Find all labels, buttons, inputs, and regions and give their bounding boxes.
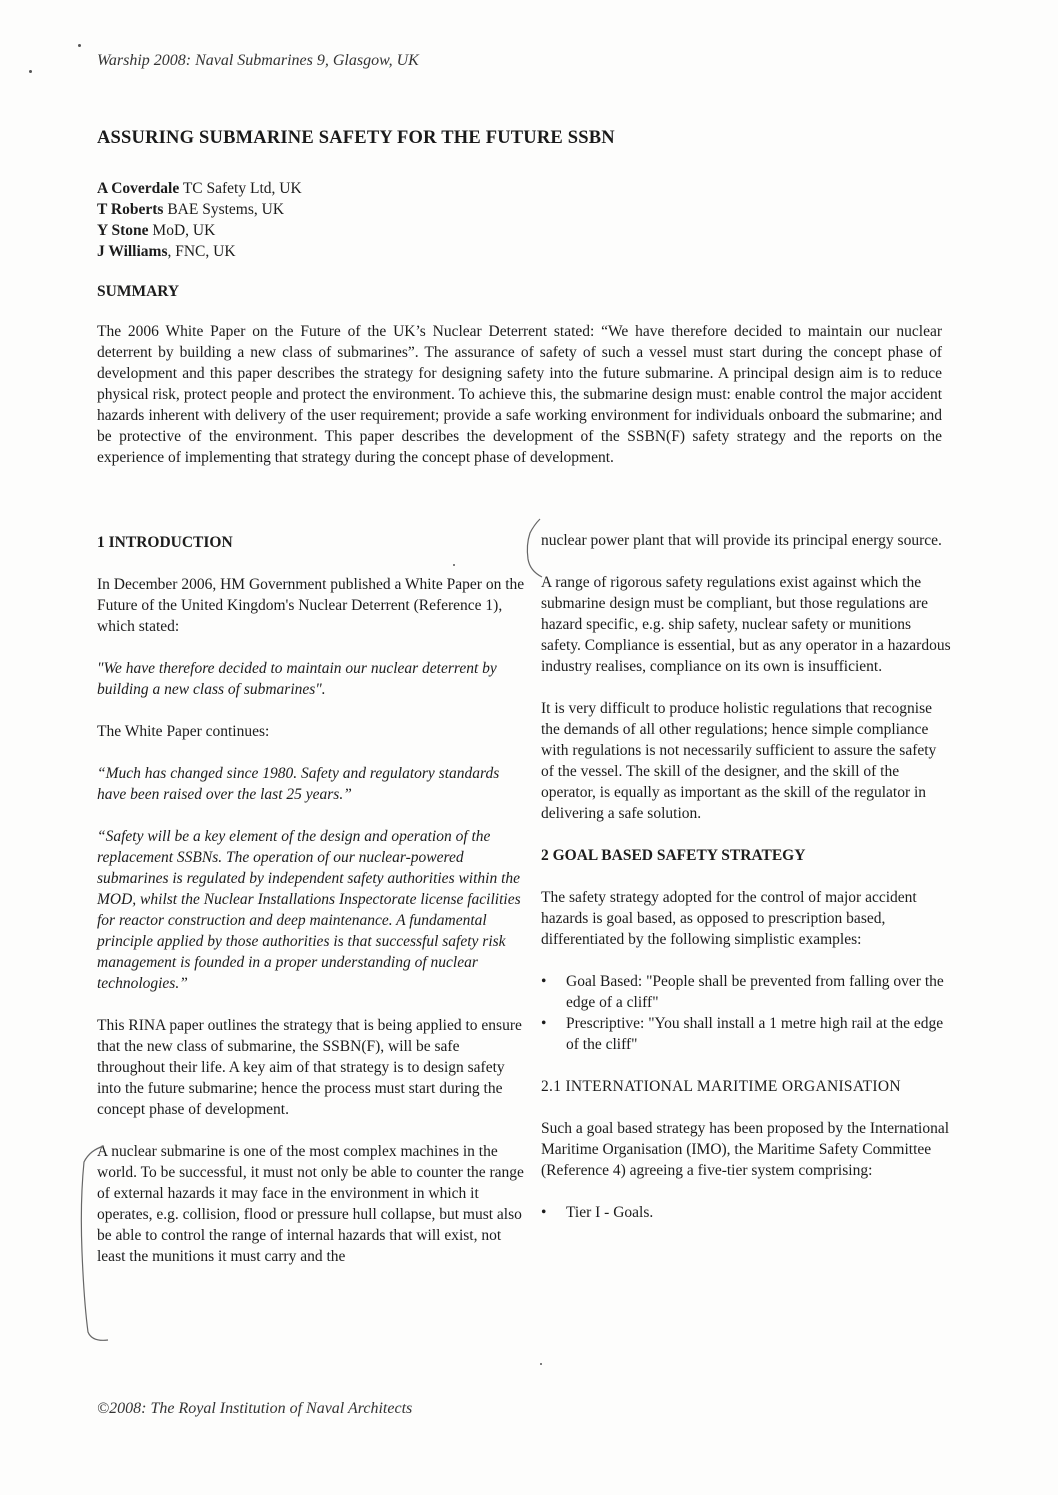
body-paragraph: The White Paper continues: <box>97 723 270 740</box>
body-paragraph: A nuclear submarine is one of the most complex machines in the world. To be successful, it must not only be able to counter the range of external hazards it may face in the environment in which it operates, e.g. collision, flood or pressure hull collapse, but must also be able to control the range of internal hazards that will exist, not least the munitions it must carry and the <box>97 1143 524 1265</box>
left-column <box>97 532 529 1288</box>
author-entry <box>97 241 302 262</box>
section-heading-goal-based-safety: 2 GOAL BASED SAFETY STRATEGY <box>541 847 806 864</box>
author-affiliation: BAE Systems, UK <box>163 201 285 218</box>
body-paragraph: A range of rigorous safety regulations exist against which the submarine design must be compliant, but those regulations are hazard specific, e.g. ship safety, nuclear safety or munitions safety. Compliance is essential, but as any operator in a hazardous industry realises, compliance on its own is insufficient. <box>541 574 951 675</box>
quotation: “Safety will be a key element of the design and operation of the replacement SSBNs. The operation of our nuclear-powered submarines is regulated by independent safety authorities within the MOD, whilst the Nuclear Installations Inspectorate license facilities for reactor construction and deep maintenance. A fundamental principle applied by those authorities is that successful safety risk management is founded in a proper understanding of nuclear technologies.” <box>97 828 521 992</box>
author-name: Y Stone <box>97 222 149 239</box>
author-affiliation: MoD, UK <box>148 222 216 239</box>
quotation: “Much has changed since 1980. Safety and regulatory standards have been raised over the last 25 years.” <box>97 765 500 803</box>
author-list <box>97 178 302 262</box>
author-entry <box>97 178 302 199</box>
author-entry <box>97 220 302 241</box>
author-name: T Roberts <box>97 201 164 218</box>
scan-speck <box>453 564 455 566</box>
scan-speck <box>29 70 32 73</box>
bullet-item: • Tier I - Goals. <box>541 1202 951 1223</box>
author-affiliation: TC Safety Ltd, UK <box>179 180 302 197</box>
quotation: "We have therefore decided to maintain our nuclear deterrent by building a new class of submarines". <box>97 660 497 698</box>
body-paragraph: This RINA paper outlines the strategy that is being applied to ensure that the new class of submarine, the SSBN(F), will be safe throughout their life. A key aim of that strategy is to design safety into the future submarine; hence the process must start during the concept phase of development. <box>97 1017 522 1118</box>
summary-heading: SUMMARY <box>97 283 180 300</box>
bullet-item: • Goal Based: "People shall be prevented from falling over the edge of a cliff" <box>541 971 951 1013</box>
body-paragraph: In December 2006, HM Government published a White Paper on the Future of the United Kingdom's Nuclear Deterrent (Reference 1), which stated: <box>97 576 525 635</box>
body-paragraph: It is very difficult to produce holistic regulations that recognise the demands of all other regulations; hence simple compliance with regulations is not necessarily sufficient to assure the safety of the vessel. The skill of the designer, and the skill of the operator, is equally as important as the skill of the regulator in delivering a safe solution. <box>541 700 937 822</box>
summary-paragraph: The 2006 White Paper on the Future of the UK’s Nuclear Deterrent stated: “We have therefore decided to maintain our nuclear deterrent by building a new class of submarines”. The assurance of safety of such a vessel must start during the concept phase of development and this paper describes the strategy for designing safety into the future submarine. A principal design aim is to reduce physical risk, protect people and protect the environment. To achieve this, the submarine design must: enable control the major accident hazards inherent with delivery of the user requirement; provide a safe working environment for individuals onboard the submarine; and be protective of the environment. This paper describes the development of the SSBN(F) safety strategy and the reports on the experience of implementing that strategy during the concept phase of development. <box>97 323 942 466</box>
page-footer: ©2008: The Royal Institution of Naval Architects <box>97 1400 413 1417</box>
author-name: A Coverdale <box>97 180 180 197</box>
body-paragraph: The safety strategy adopted for the control of major accident hazards is goal based, as opposed to prescription based, differentiated by the following simplistic examples: <box>541 889 917 948</box>
scan-speck <box>78 44 81 47</box>
right-column <box>541 530 951 1244</box>
section-heading-introduction: 1 INTRODUCTION <box>97 534 233 551</box>
author-entry <box>97 199 302 220</box>
pencil-bracket-mark <box>518 515 548 585</box>
running-head: Warship 2008: Naval Submarines 9, Glasgow, UK <box>97 52 419 69</box>
author-affiliation: , FNC, UK <box>167 243 236 260</box>
bullet-list <box>541 971 951 1055</box>
author-name: J Williams <box>97 243 168 260</box>
pencil-bracket-mark <box>78 1142 112 1348</box>
body-paragraph: Such a goal based strategy has been proposed by the International Maritime Organisation (IMO), the Maritime Safety Committee (Reference 4) agreeing a five-tier system comprising: <box>541 1120 950 1179</box>
scan-speck <box>540 1363 542 1365</box>
bullet-list <box>541 1202 951 1223</box>
bullet-item: • Prescriptive: "You shall install a 1 metre high rail at the edge of the cliff" <box>541 1013 951 1055</box>
subsection-heading-imo: 2.1 INTERNATIONAL MARITIME ORGANISATION <box>541 1078 901 1095</box>
paper-title: ASSURING SUBMARINE SAFETY FOR THE FUTURE SSBN <box>97 128 615 148</box>
body-paragraph: nuclear power plant that will provide its principal energy source. <box>541 532 942 549</box>
